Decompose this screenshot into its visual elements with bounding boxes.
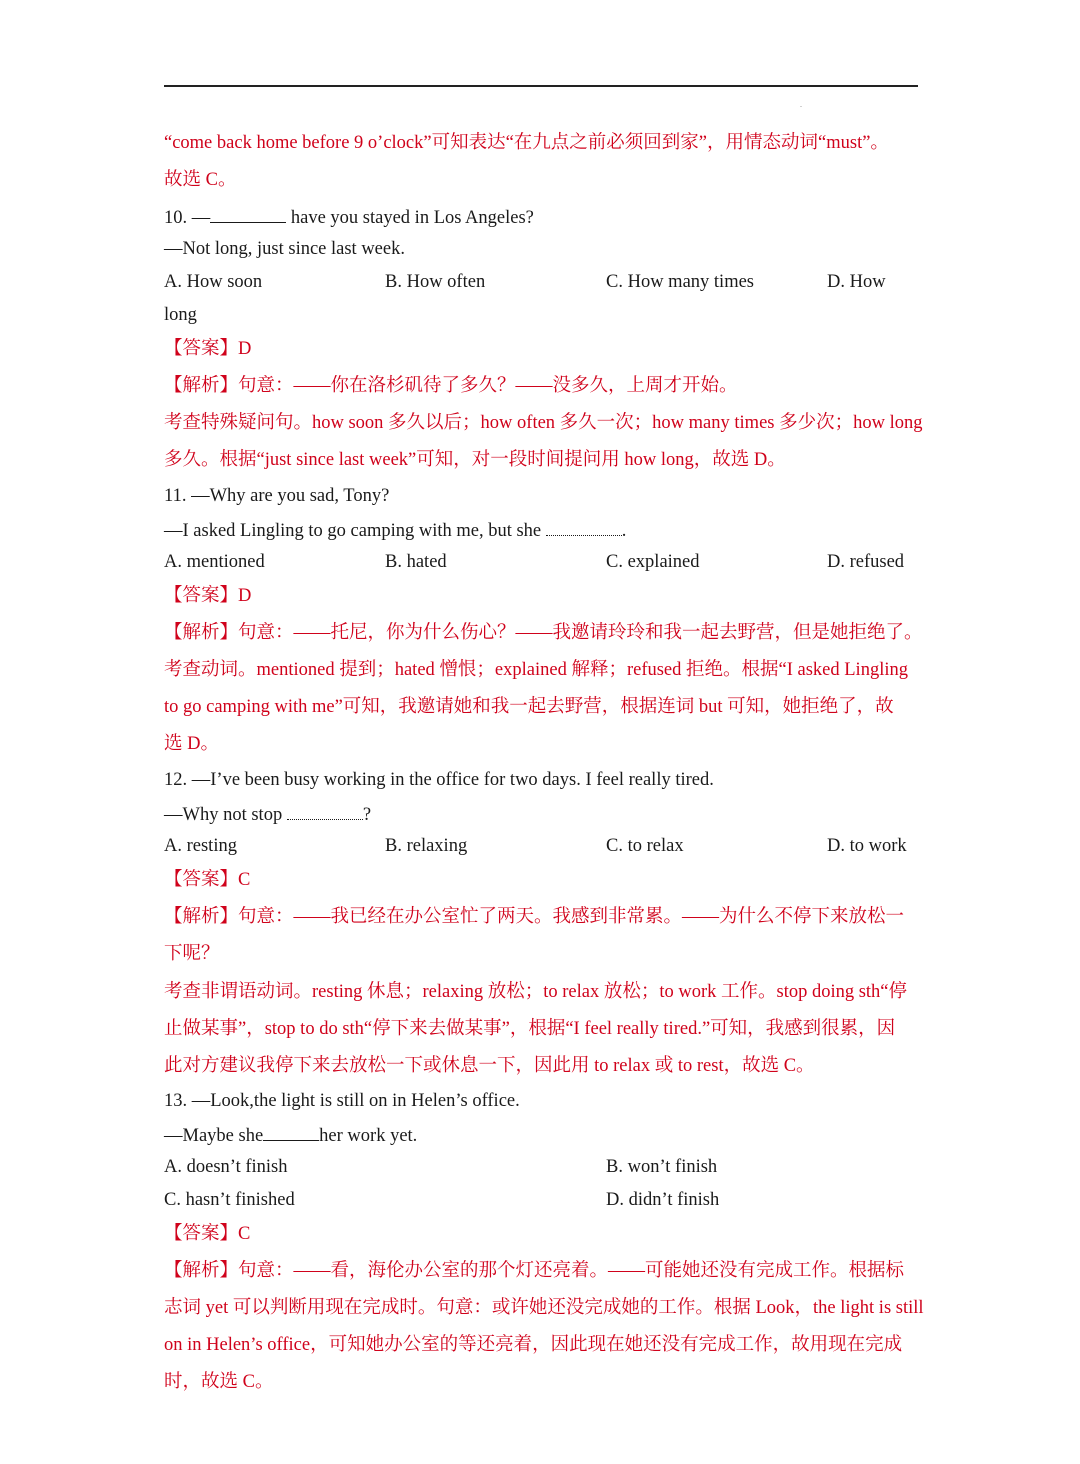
q11-option-c: C. explained: [606, 552, 700, 572]
q12-explanation-line4: 止做某事”，stop to do sth“停下来去做某事”，根据“I feel really tired.”可知，我感到很累，因: [164, 1019, 896, 1039]
q12-blank: [287, 801, 363, 820]
header-rule: [164, 85, 918, 87]
q10-option-a: A. How soon: [164, 272, 263, 292]
q10-option-d-wrap: long: [164, 305, 197, 325]
q13-explanation-line4: 时，故选 C。: [164, 1372, 274, 1392]
q13-explanation-line1: 【解析】句意：——看，海伦办公室的那个灯还亮着。——可能她还没有完成工作。根据标: [164, 1261, 905, 1281]
q12-option-c: C. to relax: [606, 836, 684, 856]
q12-option-a: A. resting: [164, 836, 237, 856]
q11-explanation-line2: 考查动词。mentioned 提到；hated 憎恨；explained 解释；refused 拒绝。根据“I asked Lingling: [164, 660, 908, 680]
q12-reply: —Why not stop ?: [164, 801, 924, 827]
q10-reply: —Not long, just since last week.: [164, 239, 405, 259]
q11-explanation-line3: to go camping with me”可知，我邀请她和我一起去野营，根据连词 but 可知，她拒绝了，故: [164, 697, 894, 717]
q13-option-b: B. won’t finish: [606, 1157, 718, 1177]
header-dot: .: [800, 100, 802, 109]
q13-blank: [263, 1122, 319, 1141]
q12-explanation-line1: 【解析】句意：——我已经在办公室忙了两天。我感到非常累。——为什么不停下来放松一: [164, 907, 905, 927]
q10-explanation-line2: 考查特殊疑问句。how soon 多久以后；how often 多久一次；how many times 多少次；how long: [164, 413, 923, 433]
q11-option-b: B. hated: [385, 552, 447, 572]
q11-explanation-line4: 选 D。: [164, 734, 219, 754]
q10-stem: 10. — have you stayed in Los Angeles?: [164, 204, 924, 230]
q13-stem: 13. —Look,the light is still on in Helen’s office.: [164, 1091, 520, 1111]
q12-option-b: B. relaxing: [385, 836, 468, 856]
q11-stem: 11. —Why are you sad, Tony?: [164, 486, 390, 506]
q10-explanation-line3: 多久。根据“just since last week”可知，对一段时间提问用 how long，故选 D。: [164, 450, 786, 470]
q13-option-d: D. didn’t finish: [606, 1190, 720, 1210]
q12-explanation-line2: 下呢？: [164, 944, 220, 964]
q13-explanation-line3: on in Helen’s office，可知她办公室的等还亮着，因此现在她还没有完成工作，故用现在完成: [164, 1335, 903, 1355]
q13-option-c: C. hasn’t finished: [164, 1190, 295, 1210]
q13-explanation-line2: 志词 yet 可以判断用现在完成时。句意：或许她还没完成她的工作。根据 Look，the light is still: [164, 1298, 924, 1318]
q11-explanation-line1: 【解析】句意：——托尼，你为什么伤心？——我邀请玲玲和我一起去野营，但是她拒绝了。: [164, 623, 923, 643]
q11-blank: [546, 517, 622, 536]
prev-explanation-line2: 故选 C。: [164, 170, 237, 190]
q12-option-d: D. to work: [827, 836, 907, 856]
q12-explanation-line3: 考查非谓语动词。resting 休息；relaxing 放松；to relax 放松；to work 工作。stop doing sth“停: [164, 982, 908, 1002]
q11-option-d: D. refused: [827, 552, 905, 572]
q11-answer: 【答案】D: [164, 586, 252, 606]
q10-option-c: C. How many times: [606, 272, 754, 292]
q10-option-b: B. How often: [385, 272, 486, 292]
prev-explanation-line1: “come back home before 9 o’clock”可知表达“在九点之前必须回到家”，用情态动词“must”。: [164, 133, 889, 153]
q10-answer: 【答案】D: [164, 339, 252, 359]
q10-blank: [210, 204, 286, 223]
q13-reply: —Maybe she her work yet.: [164, 1122, 924, 1148]
q11-option-a: A. mentioned: [164, 552, 265, 572]
q13-option-a: A. doesn’t finish: [164, 1157, 288, 1177]
q11-reply: —I asked Lingling to go camping with me, but she .: [164, 517, 924, 543]
q10-option-d: D. How: [827, 272, 886, 292]
q12-stem: 12. —I’ve been busy working in the office for two days. I feel really tired.: [164, 770, 714, 790]
q13-answer: 【答案】C: [164, 1224, 251, 1244]
q10-explanation-line1: 【解析】句意：——你在洛杉矶待了多久？——没多久，上周才开始。: [164, 376, 738, 396]
q12-explanation-line5: 此对方建议我停下来去放松一下或休息一下，因此用 to relax 或 to rest，故选 C。: [164, 1056, 815, 1076]
q12-answer: 【答案】C: [164, 870, 251, 890]
